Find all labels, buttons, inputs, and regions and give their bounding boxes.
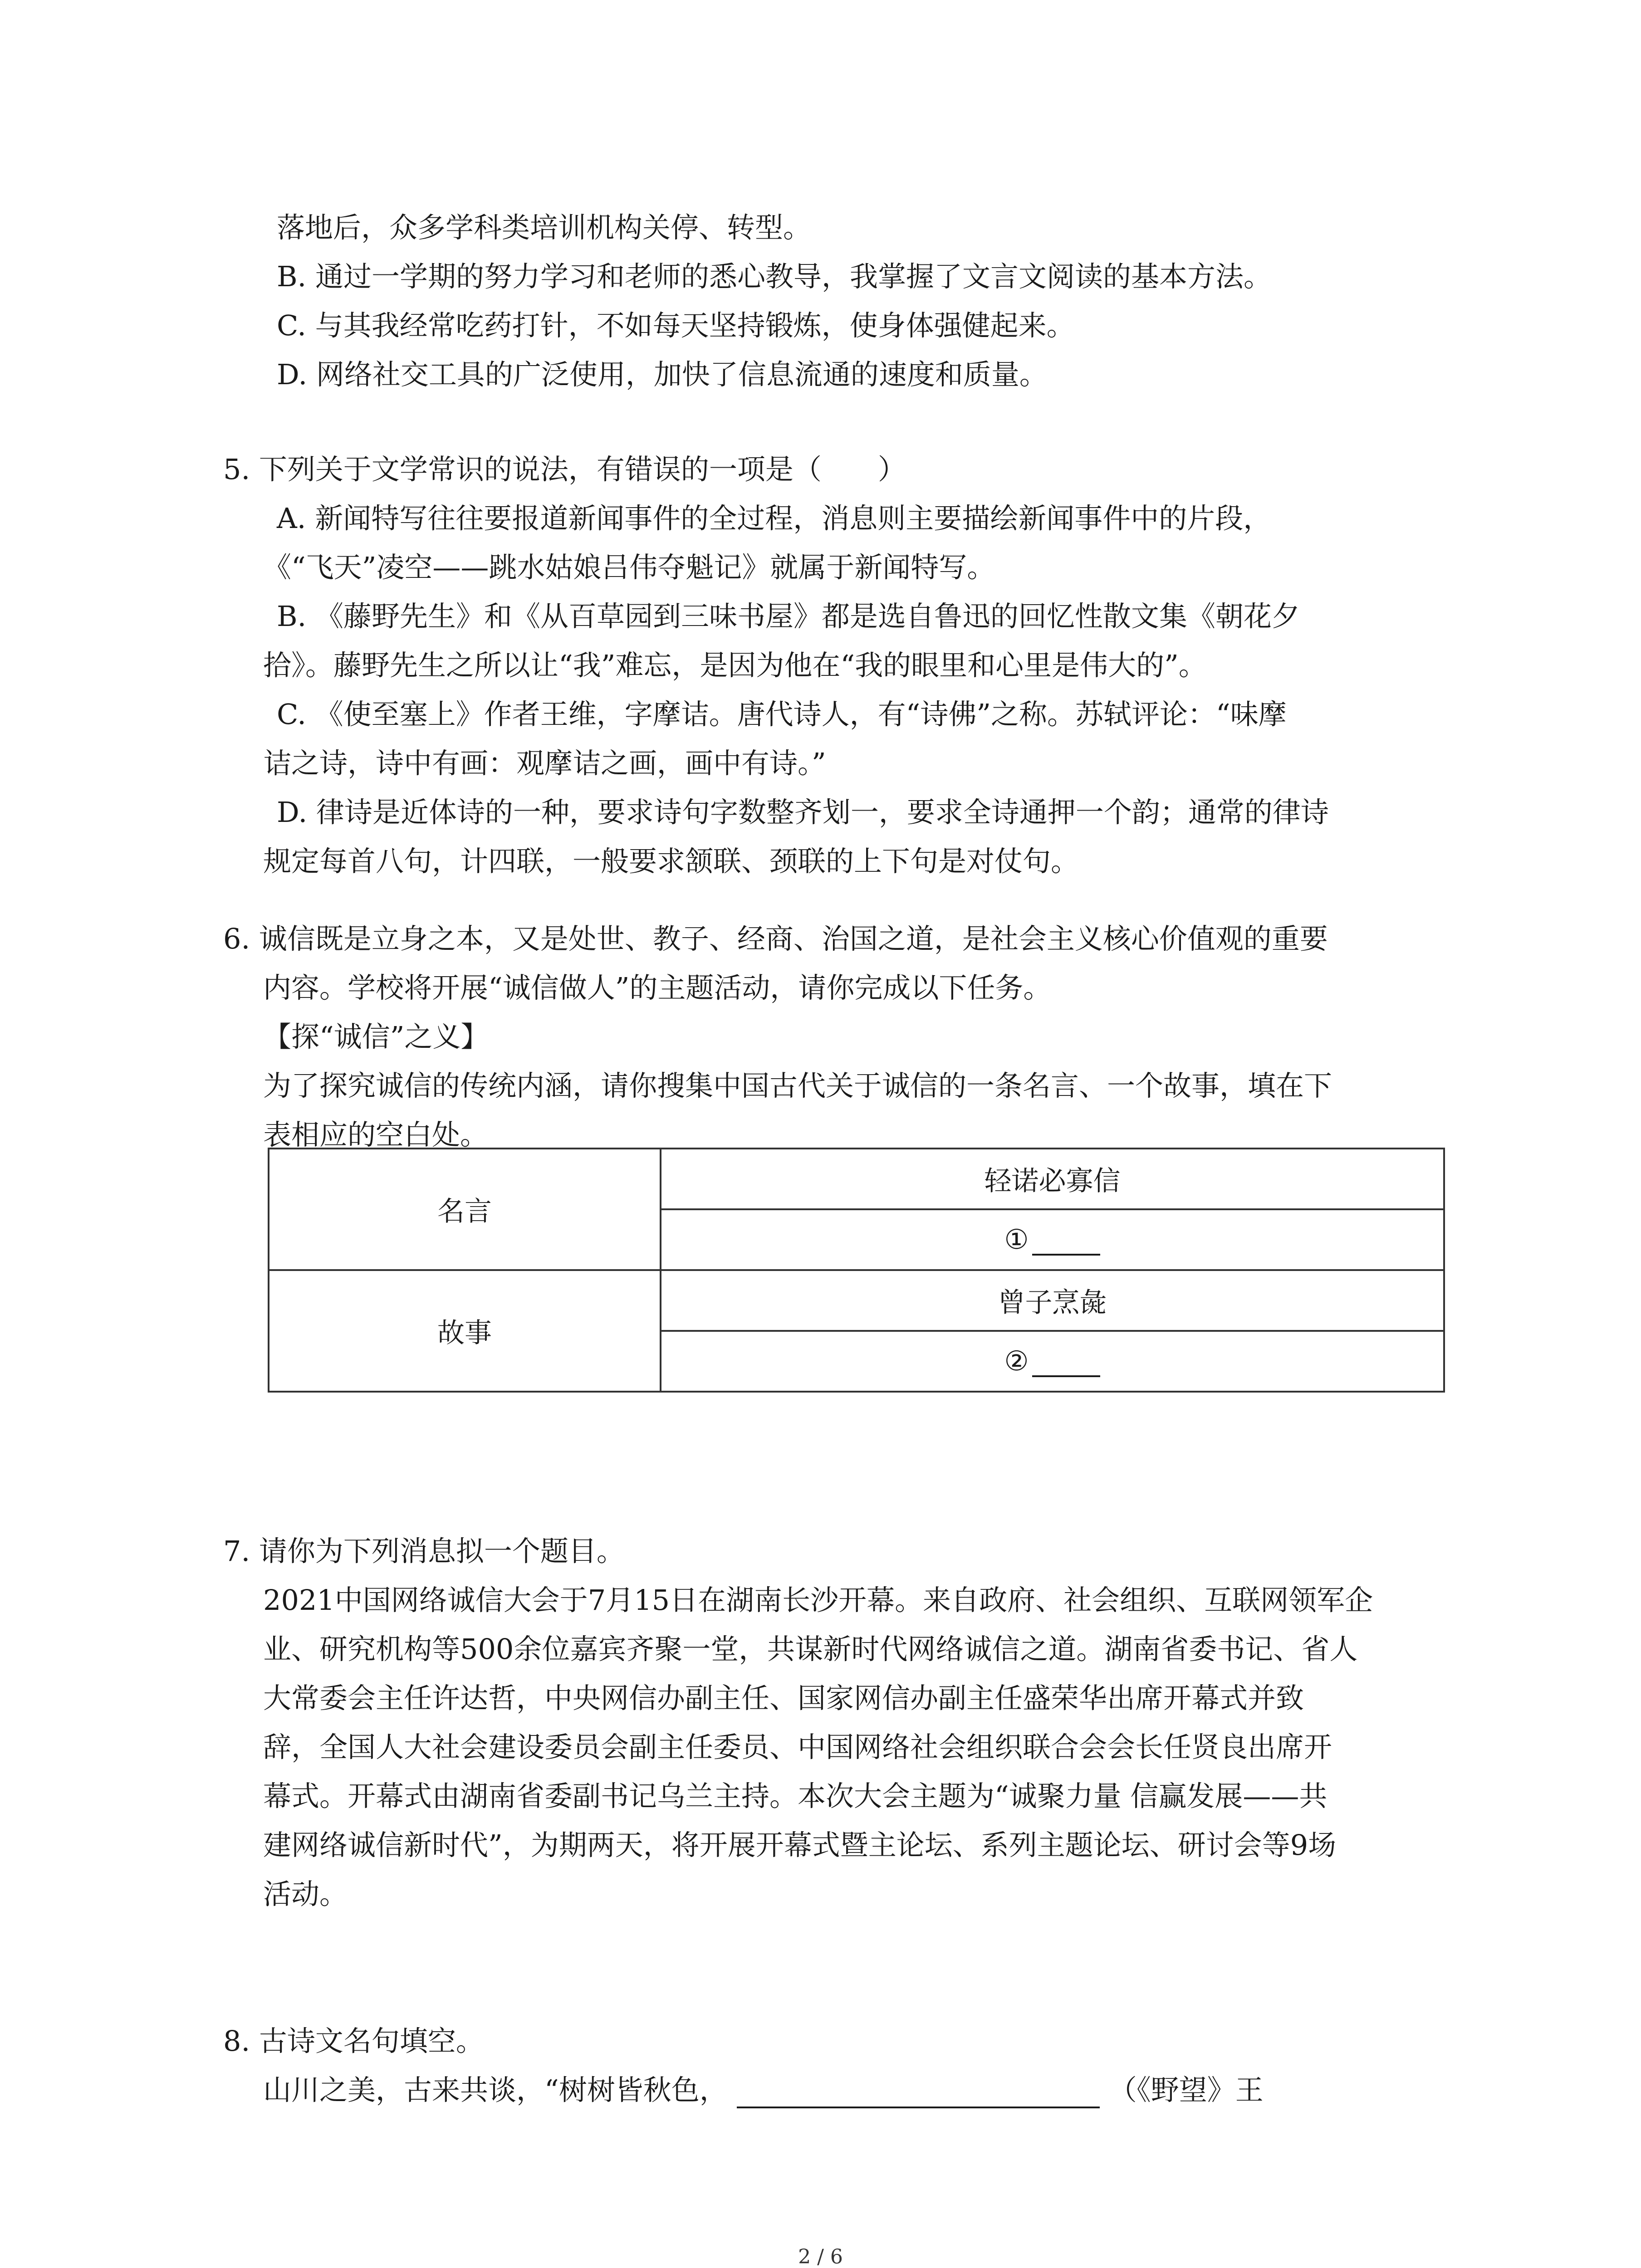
table-label-quote: 名言 xyxy=(269,1149,661,1270)
q7-passage-line5: 幕式。开幕式由湖南省委副书记乌兰主持。本次大会主题为“诚聚力量 信赢发展——共 xyxy=(263,1779,1327,1813)
blank-number-2: ② xyxy=(1004,1345,1029,1377)
q8-prompt-before: 山川之美，古来共谈，“树树皆秋色， xyxy=(263,2073,728,2107)
q7-passage-line2: 业、研究机构等500余位嘉宾齐聚一堂，共谋新时代网络诚信之道。湖南省委书记、省人 xyxy=(263,1633,1358,1666)
q7-passage-line6: 建网络诚信新时代”，为期两天，将开展开幕式暨主论坛、系列主题论坛、研讨会等9场 xyxy=(263,1828,1337,1862)
q5-option-b-line1: B. 《藤野先生》和《从百草园到三味书屋》都是选自鲁迅的回忆性散文集《朝花夕 xyxy=(277,600,1300,633)
q5-option-a-line2: 《“飞天”凌空——跳水姑娘吕伟夺魁记》就属于新闻特写。 xyxy=(263,551,995,584)
q7-passage-line4: 辞，全国人大社会建设委员会副主任委员、中国网络社会组织联合会会长任贤良出席开 xyxy=(263,1730,1332,1764)
table-cell-story-blank[interactable] xyxy=(661,1331,1444,1392)
table-cell-story-example: 曾子烹彘 xyxy=(661,1270,1444,1331)
q6-stem-line1: 6. 诚信既是立身之本，又是处世、教子、经商、治国之道，是社会主义核心价值观的重要 xyxy=(223,922,1328,955)
q5-option-d-line2: 规定每首八句，计四联，一般要求颔联、颈联的上下句是对仗句。 xyxy=(263,845,1079,878)
answer-blank-1[interactable] xyxy=(1032,1225,1100,1256)
table-cell-quote-example: 轻诺必寡信 xyxy=(661,1149,1444,1209)
q6-answer-table xyxy=(268,1148,1445,1393)
table-row xyxy=(269,1149,1444,1209)
q8-answer-blank[interactable] xyxy=(737,2075,1100,2108)
q7-passage-line7: 活动。 xyxy=(263,1877,348,1911)
q6-section-heading: 【探“诚信”之义】 xyxy=(263,1020,489,1053)
table-row xyxy=(269,1270,1444,1331)
q7-passage-line1: 2021中国网络诚信大会于7月15日在湖南长沙开幕。来自政府、社会组织、互联网领军企 xyxy=(263,1584,1373,1617)
q8-stem: 8. 古诗文名句填空。 xyxy=(223,2024,484,2058)
q6-stem-line2: 内容。学校将开展“诚信做人”的主题活动，请你完成以下任务。 xyxy=(263,971,1052,1004)
q5-option-c-line2: 诘之诗，诗中有画：观摩诘之画，画中有诗。” xyxy=(263,747,826,780)
q4-option-b: B. 通过一学期的努力学习和老师的悉心教导，我掌握了文言文阅读的基本方法。 xyxy=(277,260,1272,293)
answer-blank-2[interactable] xyxy=(1032,1346,1100,1377)
q7-passage-line3: 大常委会主任许达哲，中央网信办副主任、国家网信办副主任盛荣华出席开幕式并致 xyxy=(263,1681,1304,1715)
q6-task-line2: 表相应的空白处。 xyxy=(263,1118,489,1151)
q5-option-b-line2: 拾》。藤野先生之所以让“我”难忘，是因为他在“我的眼里和心里是伟大的”。 xyxy=(263,649,1207,682)
table-cell-quote-blank[interactable] xyxy=(661,1209,1444,1270)
q8-fill-line xyxy=(263,2072,1264,2108)
q4-option-d: D. 网络社交工具的广泛使用，加快了信息流通的速度和质量。 xyxy=(277,358,1048,391)
q7-stem: 7. 请你为下列消息拟一个题目。 xyxy=(223,1535,625,1568)
table-label-story: 故事 xyxy=(269,1270,661,1392)
q4-option-c: C. 与其我经常吃药打针，不如每天坚持锻炼，使身体强健起来。 xyxy=(277,309,1075,342)
q6-task-line1: 为了探究诚信的传统内涵，请你搜集中国古代关于诚信的一条名言、一个故事，填在下 xyxy=(263,1069,1332,1102)
blank-number-1: ① xyxy=(1004,1224,1029,1256)
q5-stem: 5. 下列关于文学常识的说法，有错误的一项是（ ） xyxy=(223,453,906,486)
q4-line-1: 落地后，众多学科类培训机构关停、转型。 xyxy=(277,211,812,244)
q5-option-d-line1: D. 律诗是近体诗的一种，要求诗句字数整齐划一，要求全诗通押一个韵；通常的律诗 xyxy=(277,796,1329,829)
q5-option-c-line1: C. 《使至塞上》作者王维，字摩诘。唐代诗人，有“诗佛”之称。苏轼评论：“味摩 xyxy=(277,698,1287,731)
q5-option-a-line1: A. 新闻特写往往要报道新闻事件的全过程，消息则主要描绘新闻事件中的片段， xyxy=(277,502,1272,535)
q8-prompt-after: （《野望》王 xyxy=(1108,2073,1264,2107)
page-number: 2 / 6 xyxy=(798,2245,843,2268)
